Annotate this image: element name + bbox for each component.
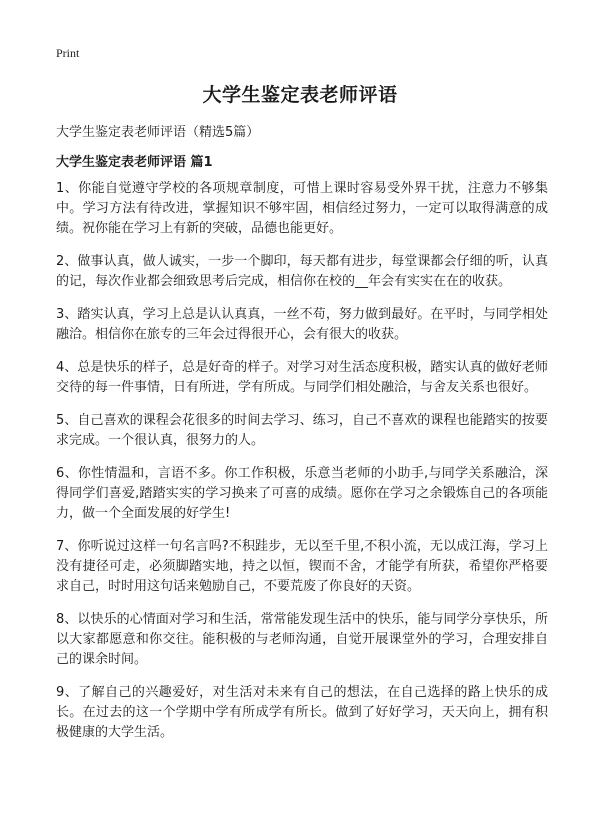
section-heading: 大学生鉴定表老师评语 篇1: [56, 155, 213, 170]
comment-paragraph-9: 9、了解自己的兴趣爱好，对生活对未来有自己的想法，在自己选择的路上快乐的成长。在过去的这一个学期中学有所成学有所长。做到了好好学习，天天向上，拥有积极健康的大学生活。: [56, 685, 548, 740]
comment-paragraph-5: 5、自己喜欢的课程会花很多的时间去学习、练习，自己不喜欢的课程也能踏实的按要求完成。一个很认真，很努力的人。: [56, 413, 548, 448]
comment-list: [56, 179, 548, 756]
comment-paragraph-7: 7、你听说过这样一句名言吗?不积跬步，无以至千里,不积小流，无以成江海，学习上没有捷径可走，必须脚踏实地，持之以恒，锲而不舍，才能学有所获，希望你严格要求自己，时时用这句话来勉励自己，不要荒废了你良好的天资。: [56, 539, 548, 594]
print-label: Print: [56, 46, 80, 60]
comment-paragraph-8: 8、以快乐的心情面对学习和生活，常常能发现生活中的快乐，能与同学分享快乐，所以大家都愿意和你交往。能积极的与老师沟通，自觉开展课堂外的学习，合理安排自己的课余时间。: [56, 612, 548, 667]
comment-paragraph-4: 4、总是快乐的样子，总是好奇的样子。对学习对生活态度积极，踏实认真的做好老师交待的每一件事情，日有所进，学有所成。与同学们相处融洽，与舍友关系也很好。: [56, 360, 548, 395]
comment-paragraph-2: 2、做事认真，做人诚实，一步一个脚印，每天都有进步，每堂课都会仔细的听，认真的记，每次作业都会细致思考后完成，相信你在校的__年会有实实在在的收获。: [56, 254, 548, 289]
comment-paragraph-1: 1、你能自觉遵守学校的各项规章制度，可惜上课时容易受外界干扰，注意力不够集中。学习方法有待改进，掌握知识不够牢固，相信经过努力，一定可以取得满意的成绩。祝你能在学习上有新的突破，品德也能更好。: [56, 181, 548, 236]
comment-paragraph-3: 3、踏实认真，学习上总是认认真真，一丝不苟，努力做到最好。在平时，与同学相处融洽。相信你在旅专的三年会过得很开心，会有很大的收获。: [56, 307, 548, 342]
comment-paragraph-6: 6、你性情温和，言语不多。你工作积极，乐意当老师的小助手,与同学关系融洽，深得同学们喜爱,踏踏实实的学习换来了可喜的成绩。愿你在学习之余锻炼自己的各项能力，做一个全面发展的好学生!: [56, 466, 548, 521]
page-title: 大学生鉴定表老师评语: [202, 84, 398, 106]
subtitle: 大学生鉴定表老师评语（精选5篇）: [56, 125, 260, 140]
